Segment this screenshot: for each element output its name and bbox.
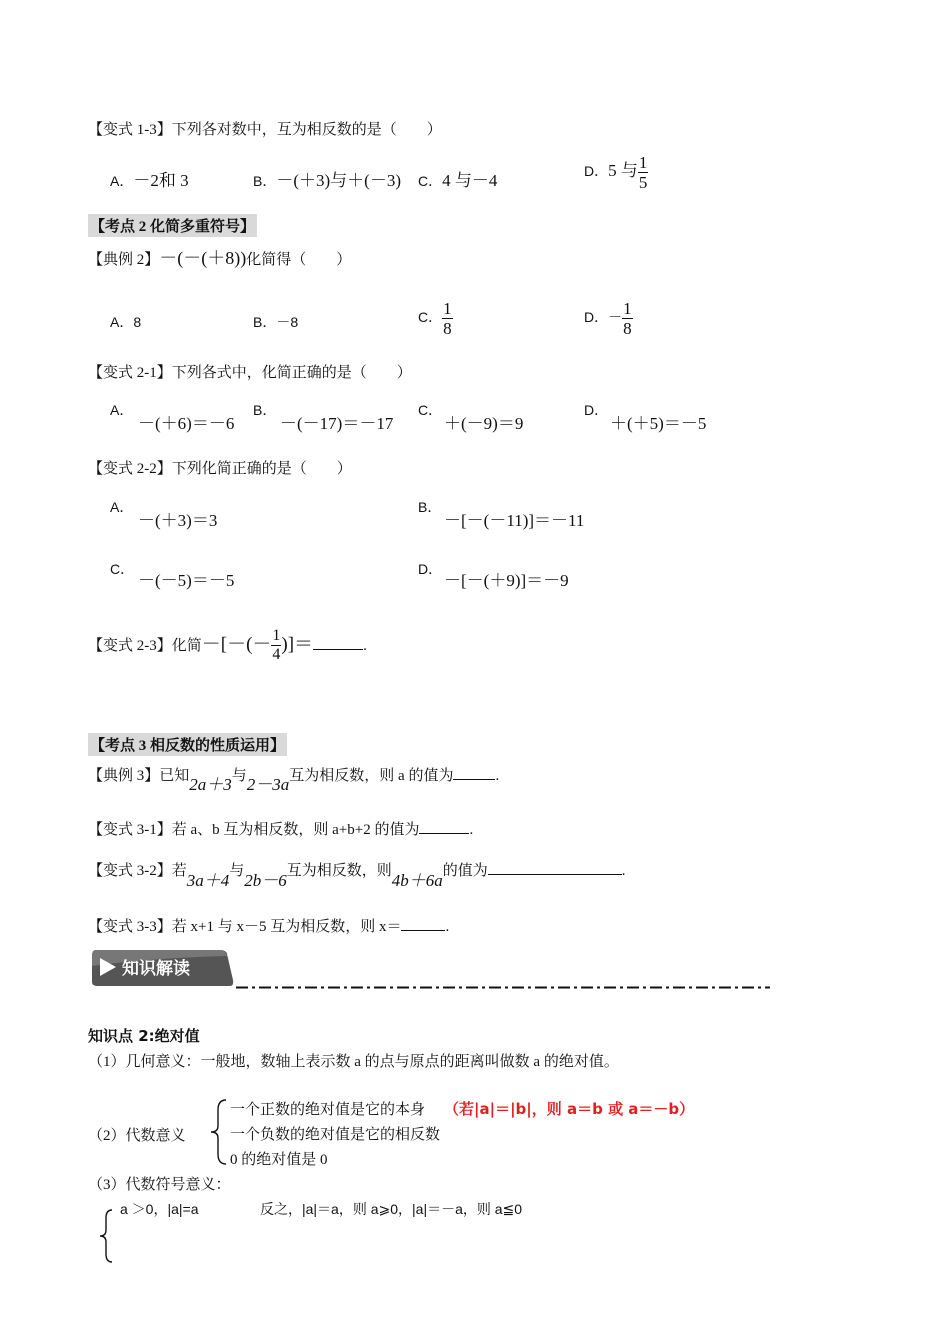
dash-rule <box>236 986 770 989</box>
option-d[interactable]: D．5 与 $\frac{1}{5}$ <box>584 153 648 192</box>
option-label: C． <box>418 173 443 189</box>
option-d[interactable]: D．－ $\frac{1}{8}$ <box>584 299 632 338</box>
option-a[interactable]: A．8 <box>110 314 142 330</box>
left-brace-icon <box>98 1208 114 1264</box>
question-v3-2: 【变式 3-2】若3a＋4与2b－6互为相反数，则4b＋6a的值为 . <box>88 863 626 890</box>
option-expr: －2和 3 <box>133 171 189 190</box>
answer-blank[interactable] <box>313 649 363 650</box>
option-a-label[interactable]: A． <box>110 402 134 418</box>
sym-rule-positive: a ＞0，|a|=a <box>120 1201 199 1217</box>
alg-rule-negative: 一个负数的绝对值是它的相反数 <box>230 1127 441 1143</box>
alg-note: （若|a|＝|b|，则 a＝b 或 a＝－b） <box>444 1100 695 1118</box>
option-b-label[interactable]: B． <box>418 499 442 515</box>
question-v3-1: 【变式 3-1】若 a、b 互为相反数，则 a+b+2 的值为 . <box>88 822 474 838</box>
option-d-expr: －[－(＋9)]＝－9 <box>444 571 569 590</box>
option-a-expr: －(＋6)＝－6 <box>138 414 235 433</box>
fraction: $\frac{1}{5}$ <box>638 153 648 192</box>
question-v2-3: 【变式 2-3】化简－[－(－ $\frac{1}{4}$ )]＝ . <box>88 627 367 663</box>
left-brace-icon <box>208 1098 228 1166</box>
question-v3-3: 【变式 3-3】若 x+1 与 x－5 互为相反数，则 x＝ . <box>88 919 450 935</box>
option-label: A． <box>110 173 134 189</box>
option-expr: －(＋3)与＋(－3) <box>276 171 401 190</box>
option-b[interactable]: B．－8 <box>253 314 299 330</box>
question-v1-3-title: 【变式 1-3】下列各对数中，互为相反数的是（ ） <box>88 122 442 138</box>
fraction: $\frac{1}{8}$ <box>623 299 632 338</box>
alg-rule-positive: 一个正数的绝对值是它的本身 <box>230 1102 426 1118</box>
nested-expr: －[－(－ $\frac{1}{4}$ )]＝ <box>201 627 314 663</box>
answer-blank[interactable] <box>401 930 445 931</box>
option-c-expr: ＋(－9)＝9 <box>444 414 524 433</box>
option-expr: 4 与－4 <box>442 171 498 190</box>
option-a[interactable] <box>110 166 189 191</box>
example-3: 【典例 3】已知2a＋3与2－3a互为相反数，则 a 的值为 . <box>88 768 500 794</box>
option-c-expr: －(－5)＝－5 <box>138 571 235 590</box>
option-d-expr: ＋(＋5)＝－5 <box>610 414 707 433</box>
fraction: $\frac{1}{8}$ <box>443 299 452 338</box>
option-a-expr: －(＋3)＝3 <box>138 511 218 530</box>
option-b[interactable] <box>253 166 401 191</box>
section-header-kp2: 【考点 2 化简多重符号】 <box>88 214 257 237</box>
sym-meaning-label: （3）代数符号意义： <box>88 1177 231 1193</box>
knowledge-title: 知识点 2:绝对值 <box>88 1027 200 1045</box>
option-b-label[interactable]: B． <box>253 402 277 418</box>
fraction: $\frac{1}{4}$ <box>272 627 281 663</box>
option-a-label[interactable]: A． <box>110 499 134 515</box>
example-expr: －(－(＋8)) <box>159 248 247 268</box>
geo-meaning: （1）几何意义：一般地，数轴上表示数 a 的点与原点的距离叫做数 a 的绝对值。 <box>88 1054 619 1070</box>
alg-meaning-label: （2）代数意义 <box>88 1128 186 1144</box>
alg-rule-zero: 0 的绝对值是 0 <box>230 1152 328 1168</box>
banner-text: 知识解读 <box>122 959 190 979</box>
section-header-kp3: 【考点 3 相反数的性质运用】 <box>88 733 287 756</box>
sym-rule-converse: 反之，|a|＝a，则 a⩾0，|a|＝－a，则 a≦0 <box>260 1201 523 1217</box>
option-label: D． <box>584 163 609 180</box>
option-b-expr: －[－(－11)]＝－11 <box>444 511 585 530</box>
option-c-label[interactable]: C． <box>418 402 443 418</box>
option-d-label[interactable]: D． <box>418 561 443 577</box>
option-c[interactable] <box>418 166 497 191</box>
knowledge-banner <box>90 946 236 988</box>
example-2: 【典例 2】－(－(＋8))化简得（ ） <box>88 248 352 268</box>
answer-blank[interactable] <box>419 833 469 834</box>
option-c[interactable]: C． $\frac{1}{8}$ <box>418 299 452 338</box>
question-v2-1-title: 【变式 2-1】下列各式中，化简正确的是（ ） <box>88 365 412 381</box>
answer-blank[interactable] <box>488 874 622 875</box>
option-label: B． <box>253 173 277 189</box>
option-d-label[interactable]: D． <box>584 402 609 418</box>
option-c-label[interactable]: C． <box>110 561 135 577</box>
question-v2-2-title: 【变式 2-2】下列化简正确的是（ ） <box>88 461 352 477</box>
answer-blank[interactable] <box>453 779 495 780</box>
option-b-expr: －(－17)＝－17 <box>280 414 394 433</box>
